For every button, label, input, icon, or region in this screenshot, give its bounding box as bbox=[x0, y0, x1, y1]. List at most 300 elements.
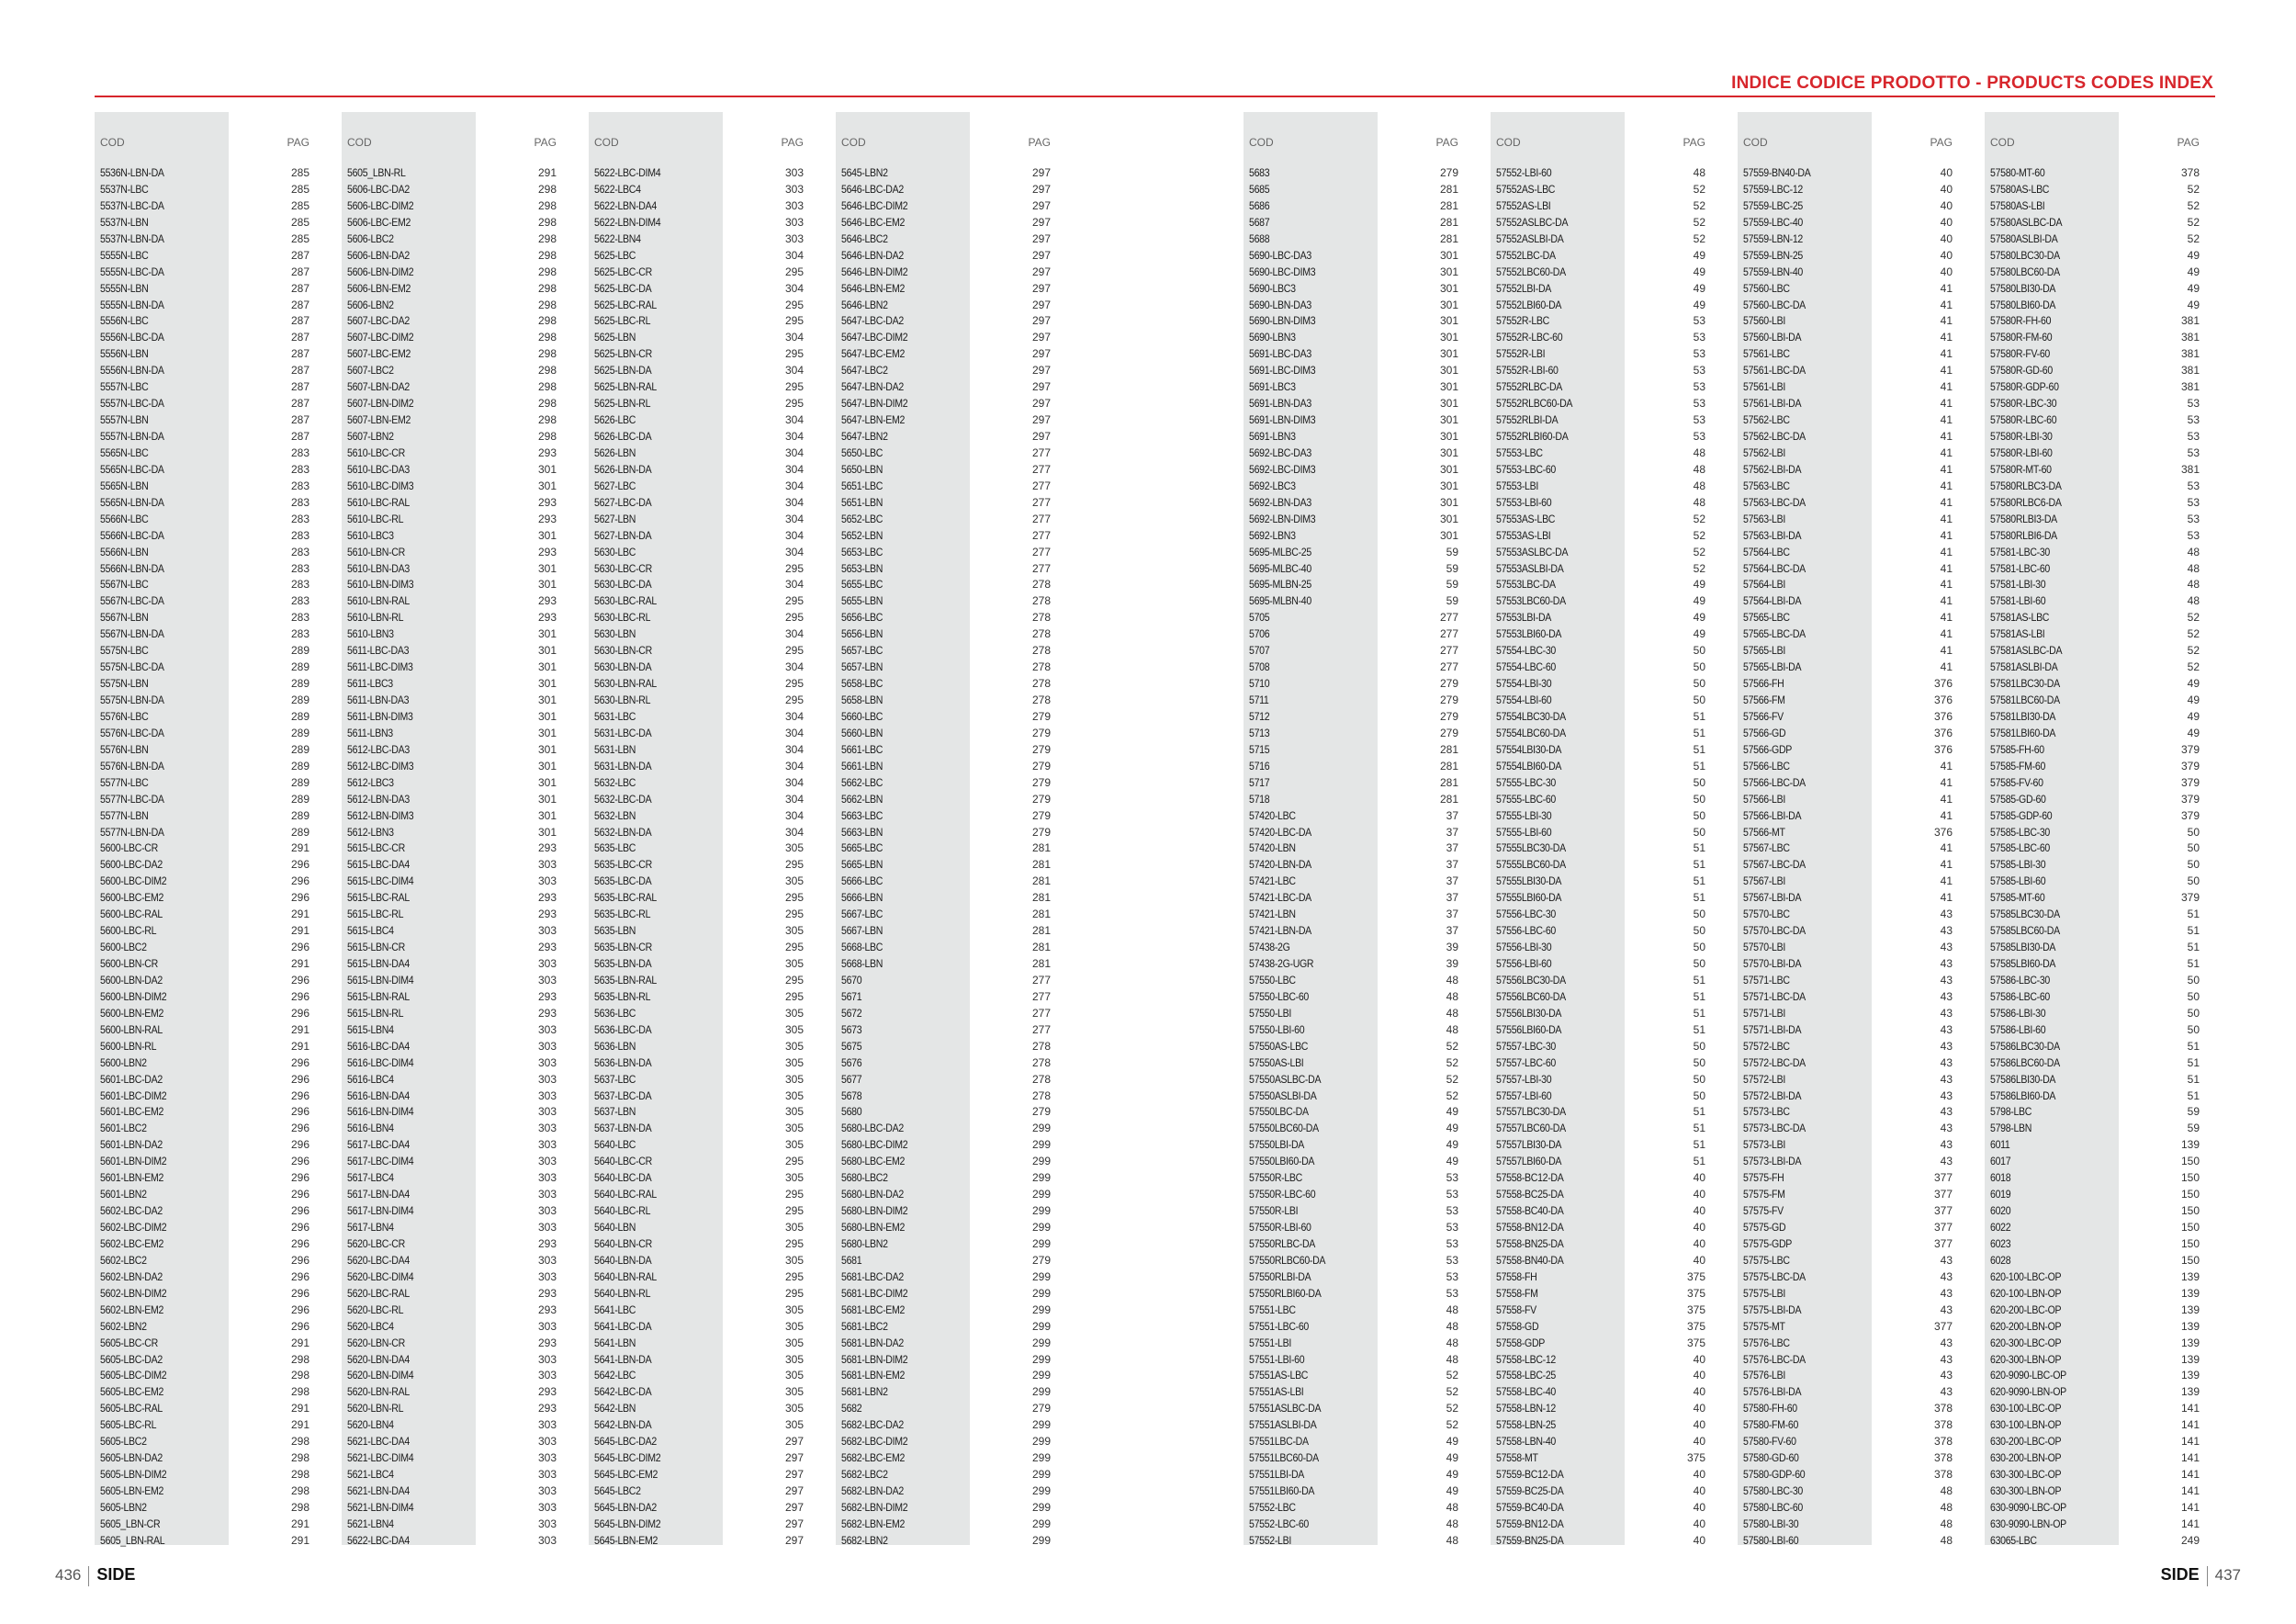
page-ref: 299 bbox=[1031, 1517, 1051, 1530]
page-ref: 52 bbox=[1693, 215, 1705, 229]
index-row bbox=[95, 182, 313, 198]
product-code: 5647-LBC2 bbox=[841, 364, 888, 378]
product-code: 5641-LBC-DA bbox=[594, 1319, 652, 1333]
index-row bbox=[589, 1137, 807, 1154]
product-code: 57557-LBI-30 bbox=[1496, 1072, 1552, 1086]
product-code: 5556N-LBN bbox=[100, 347, 149, 361]
product-code: 5555N-LBN-DA bbox=[100, 298, 164, 311]
product-code: 5651-LBC bbox=[841, 479, 884, 492]
page-ref: 301 bbox=[1439, 364, 1458, 378]
index-row bbox=[589, 840, 807, 857]
index-row bbox=[589, 577, 807, 593]
page-ref: 39 bbox=[1446, 957, 1458, 970]
product-code: 5712 bbox=[1249, 709, 1270, 723]
pag-header: PAG bbox=[287, 136, 310, 149]
product-code: 5556N-LBC-DA bbox=[100, 331, 164, 344]
product-code: 57556LBI60-DA bbox=[1496, 1022, 1562, 1036]
column-header bbox=[342, 123, 560, 160]
index-row bbox=[1738, 577, 1956, 593]
index-row bbox=[836, 1187, 1054, 1203]
index-row bbox=[836, 429, 1054, 445]
product-code: 5630-LBC-RAL bbox=[594, 594, 657, 608]
product-code: 57551LBC-DA bbox=[1249, 1435, 1309, 1449]
index-row bbox=[1244, 940, 1462, 956]
page-ref: 301 bbox=[537, 808, 557, 822]
product-code: 57557LBI60-DA bbox=[1496, 1155, 1562, 1168]
page-ref: 49 bbox=[2187, 677, 2200, 691]
index-row bbox=[342, 198, 560, 215]
page-ref: 40 bbox=[1693, 1484, 1705, 1497]
page-ref: 303 bbox=[537, 1171, 557, 1185]
product-code: 57581AS-LBC bbox=[1990, 611, 2050, 625]
page-ref: 296 bbox=[290, 1204, 310, 1218]
page-ref: 296 bbox=[290, 1155, 310, 1168]
page-ref: 305 bbox=[784, 1171, 804, 1185]
page-ref: 289 bbox=[290, 709, 310, 723]
product-code: 5600-LBN2 bbox=[100, 1055, 147, 1069]
page-ref: 279 bbox=[1031, 1105, 1051, 1119]
index-row bbox=[95, 1303, 313, 1319]
page-ref: 48 bbox=[2187, 594, 2200, 608]
index-row bbox=[1491, 1072, 1709, 1088]
page-ref: 376 bbox=[1933, 742, 1953, 756]
product-code: 5663-LBC bbox=[841, 808, 884, 822]
index-row bbox=[1985, 561, 2203, 578]
page-ref: 141 bbox=[2180, 1468, 2200, 1482]
product-code: 57552LBC60-DA bbox=[1496, 265, 1566, 278]
index-row bbox=[836, 1203, 1054, 1220]
product-code: 5565N-LBN bbox=[100, 479, 149, 492]
index-row bbox=[836, 857, 1054, 874]
page-ref: 279 bbox=[1031, 726, 1051, 739]
page-ref: 296 bbox=[290, 1303, 310, 1316]
product-code: 5645-LBC-EM2 bbox=[594, 1468, 658, 1482]
page-ref: 278 bbox=[1031, 611, 1051, 625]
index-row bbox=[836, 759, 1054, 775]
page-ref: 43 bbox=[1940, 957, 1953, 970]
index-row bbox=[836, 445, 1054, 462]
index-row bbox=[95, 1104, 313, 1121]
index-row bbox=[95, 1467, 313, 1483]
index-row bbox=[342, 973, 560, 989]
index-row bbox=[589, 759, 807, 775]
index-row bbox=[589, 1500, 807, 1517]
index-row bbox=[342, 445, 560, 462]
page-ref: 51 bbox=[1693, 1122, 1705, 1135]
page-ref: 287 bbox=[290, 331, 310, 344]
page-ref: 41 bbox=[1940, 397, 1953, 411]
page-ref: 299 bbox=[1031, 1122, 1051, 1135]
index-row bbox=[836, 742, 1054, 759]
index-row bbox=[1738, 808, 1956, 825]
product-code: 5601-LBC-EM2 bbox=[100, 1105, 164, 1119]
page-ref: 281 bbox=[1031, 908, 1051, 921]
page-ref: 297 bbox=[1031, 166, 1051, 179]
page-ref: 150 bbox=[2180, 1171, 2200, 1185]
index-row bbox=[95, 1401, 313, 1417]
product-code: 57575-LBC-DA bbox=[1743, 1269, 1806, 1283]
page-ref: 298 bbox=[537, 298, 557, 311]
index-row bbox=[589, 412, 807, 429]
index-row bbox=[1738, 231, 1956, 248]
page-ref: 41 bbox=[1940, 578, 1953, 592]
page-ref: 139 bbox=[2180, 1286, 2200, 1300]
product-code: 63065-LBC bbox=[1990, 1533, 2037, 1547]
index-row bbox=[1985, 346, 2203, 363]
index-row bbox=[1244, 1022, 1462, 1039]
product-code: 5657-LBN bbox=[841, 660, 884, 674]
index-row bbox=[589, 182, 807, 198]
index-column-8 bbox=[1985, 112, 2203, 1545]
page-ref: 291 bbox=[290, 1418, 310, 1432]
page-ref: 283 bbox=[290, 495, 310, 509]
page-ref: 279 bbox=[1031, 709, 1051, 723]
page-ref: 297 bbox=[1031, 281, 1051, 295]
page-ref: 297 bbox=[1031, 364, 1051, 378]
page-ref: 40 bbox=[1693, 1500, 1705, 1514]
page-ref: 298 bbox=[537, 331, 557, 344]
index-row bbox=[1985, 1533, 2203, 1550]
page-ref: 150 bbox=[2180, 1236, 2200, 1250]
product-code: 6028 bbox=[1990, 1253, 2011, 1267]
product-code: 57554LBC60-DA bbox=[1496, 726, 1566, 739]
product-code: 5647-LBC-EM2 bbox=[841, 347, 906, 361]
page-ref: 301 bbox=[1439, 445, 1458, 459]
page-ref: 53 bbox=[2187, 397, 2200, 411]
product-code: 5610-LBN-RAL bbox=[347, 594, 410, 608]
index-row bbox=[342, 1154, 560, 1170]
index-row bbox=[589, 1517, 807, 1533]
page-ref: 293 bbox=[537, 594, 557, 608]
product-code: 57580-LBI-60 bbox=[1743, 1533, 1799, 1547]
index-row bbox=[95, 198, 313, 215]
index-row bbox=[1738, 1269, 1956, 1286]
product-code: 5602-LBN2 bbox=[100, 1319, 147, 1333]
index-row bbox=[1244, 726, 1462, 742]
index-row bbox=[342, 825, 560, 841]
product-code: 5626-LBC bbox=[594, 413, 636, 427]
page-ref: 48 bbox=[1693, 445, 1705, 459]
product-code: 5600-LBC-CR bbox=[100, 841, 158, 855]
product-code: 57580-GD-60 bbox=[1743, 1451, 1799, 1465]
product-code: 57562-LBC-DA bbox=[1743, 430, 1806, 443]
product-code: 5611-LBN3 bbox=[347, 726, 393, 739]
page-ref: 296 bbox=[290, 973, 310, 987]
product-code: 5606-LBC-EM2 bbox=[347, 215, 411, 229]
page-ref: 297 bbox=[784, 1500, 804, 1514]
index-row bbox=[1985, 626, 2203, 643]
product-code: 57551-LBC bbox=[1249, 1303, 1296, 1316]
page-ref: 281 bbox=[1439, 759, 1458, 773]
page-ref: 305 bbox=[784, 1105, 804, 1119]
index-row bbox=[342, 298, 560, 314]
page-ref: 299 bbox=[1031, 1385, 1051, 1399]
page-ref: 40 bbox=[1940, 198, 1953, 212]
footer-right bbox=[2161, 1565, 2241, 1586]
index-row bbox=[342, 248, 560, 265]
product-code: 57572-LBI-DA bbox=[1743, 1088, 1802, 1102]
product-code: 57556-LBI-60 bbox=[1496, 957, 1552, 970]
index-row bbox=[1738, 528, 1956, 545]
product-code: 5631-LBN-DA bbox=[594, 759, 652, 773]
index-row bbox=[1244, 528, 1462, 545]
index-row bbox=[1738, 1483, 1956, 1500]
page-ref: 49 bbox=[1446, 1484, 1458, 1497]
page-ref: 49 bbox=[2187, 709, 2200, 723]
product-code: 5615-LBN-DA4 bbox=[347, 957, 410, 970]
page-ref: 296 bbox=[290, 1072, 310, 1086]
index-row bbox=[1738, 1006, 1956, 1022]
page-ref: 291 bbox=[290, 1022, 310, 1036]
page-ref: 291 bbox=[290, 841, 310, 855]
product-code: 5692-LBC-DA3 bbox=[1249, 445, 1311, 459]
index-row bbox=[836, 1384, 1054, 1401]
index-row bbox=[836, 1401, 1054, 1417]
page-ref: 298 bbox=[537, 430, 557, 443]
page-ref: 304 bbox=[784, 479, 804, 492]
page-ref: 305 bbox=[784, 1418, 804, 1432]
page-ref: 53 bbox=[1446, 1253, 1458, 1267]
product-code: 5670 bbox=[841, 973, 862, 987]
product-code: 5600-LBC-EM2 bbox=[100, 891, 164, 905]
page-ref: 50 bbox=[1693, 957, 1705, 970]
page-ref: 279 bbox=[1439, 166, 1458, 179]
page-ref: 50 bbox=[1693, 677, 1705, 691]
page-ref: 295 bbox=[784, 1236, 804, 1250]
cod-header: COD bbox=[1249, 136, 1274, 149]
index-row bbox=[836, 1286, 1054, 1303]
page-ref: 301 bbox=[537, 742, 557, 756]
page-ref: 305 bbox=[784, 1319, 804, 1333]
product-code: 57420-LBC-DA bbox=[1249, 825, 1311, 839]
product-code: 57566-FM bbox=[1743, 694, 1785, 706]
page-ref: 40 bbox=[1693, 1253, 1705, 1267]
index-row bbox=[342, 528, 560, 545]
page-ref: 303 bbox=[537, 1269, 557, 1283]
product-code: 57558-GD bbox=[1496, 1319, 1539, 1333]
page-ref: 43 bbox=[1940, 1105, 1953, 1119]
index-row bbox=[589, 363, 807, 379]
page-ref: 283 bbox=[290, 479, 310, 492]
index-row bbox=[1985, 1286, 2203, 1303]
page-ref: 52 bbox=[1693, 528, 1705, 542]
index-row bbox=[836, 462, 1054, 479]
page-ref: 298 bbox=[537, 397, 557, 411]
product-code: 57585-LBI-60 bbox=[1990, 874, 2046, 888]
index-row bbox=[95, 989, 313, 1006]
index-row bbox=[1244, 1170, 1462, 1187]
page-ref: 301 bbox=[537, 578, 557, 592]
product-code: 5686 bbox=[1249, 198, 1270, 212]
index-row bbox=[1985, 792, 2203, 808]
page-ref: 295 bbox=[784, 989, 804, 1003]
index-row bbox=[1985, 198, 2203, 215]
index-row bbox=[1738, 610, 1956, 626]
product-code: 5626-LBN-DA bbox=[594, 462, 652, 476]
product-code: 5605-LBC-DA2 bbox=[100, 1352, 163, 1366]
index-row bbox=[589, 215, 807, 231]
index-row bbox=[1244, 643, 1462, 660]
product-code: 5576N-LBN-DA bbox=[100, 759, 164, 773]
index-row bbox=[1244, 1401, 1462, 1417]
page-ref: 283 bbox=[290, 627, 310, 641]
page-ref: 295 bbox=[784, 561, 804, 575]
product-code: 5602-LBN-DIM2 bbox=[100, 1286, 167, 1300]
product-code: 57564-LBI-DA bbox=[1743, 594, 1802, 608]
product-code: 5635-LBN-DA bbox=[594, 957, 652, 970]
product-code: 5601-LBN-DIM2 bbox=[100, 1155, 167, 1168]
product-code: 5620-LBN-RAL bbox=[347, 1385, 410, 1399]
product-code: 57556-LBI-30 bbox=[1496, 941, 1552, 954]
page-ref: 50 bbox=[1693, 924, 1705, 938]
index-row bbox=[589, 545, 807, 561]
product-code: 57420-LBN bbox=[1249, 841, 1296, 855]
product-code: 5621-LBN4 bbox=[347, 1517, 394, 1530]
index-row bbox=[95, 396, 313, 412]
code-list bbox=[1244, 165, 1462, 1550]
product-code: 57555-LBI-60 bbox=[1496, 825, 1552, 839]
page-ref: 303 bbox=[537, 1319, 557, 1333]
page-ref: 283 bbox=[290, 512, 310, 525]
index-row bbox=[1491, 412, 1709, 429]
index-row bbox=[589, 1220, 807, 1236]
page-ref: 281 bbox=[1439, 792, 1458, 806]
index-row bbox=[1244, 363, 1462, 379]
index-row bbox=[1738, 1434, 1956, 1450]
page-ref: 375 bbox=[1686, 1451, 1705, 1465]
page-ref: 41 bbox=[1940, 495, 1953, 509]
index-row bbox=[836, 1319, 1054, 1336]
product-code: 57552ASLBC-DA bbox=[1496, 215, 1569, 229]
product-code: 57580-MT-60 bbox=[1990, 166, 2045, 179]
product-code: 57580ASLBI-DA bbox=[1990, 231, 2058, 245]
index-row bbox=[589, 676, 807, 693]
index-row bbox=[342, 577, 560, 593]
product-code: 5646-LBC-EM2 bbox=[841, 215, 906, 229]
index-row bbox=[836, 1434, 1054, 1450]
product-code: 5673 bbox=[841, 1022, 862, 1036]
page-ref: 295 bbox=[784, 908, 804, 921]
index-row bbox=[95, 265, 313, 281]
page-ref: 43 bbox=[1940, 1253, 1953, 1267]
index-row bbox=[342, 726, 560, 742]
page-ref: 277 bbox=[1031, 545, 1051, 558]
page-ref: 51 bbox=[1693, 891, 1705, 905]
product-code: 5601-LBC-DA2 bbox=[100, 1072, 163, 1086]
product-code: 5611-LBC-DIM3 bbox=[347, 660, 413, 674]
product-code: 5647-LBN-DA2 bbox=[841, 380, 904, 394]
product-code: 5647-LBC-DA2 bbox=[841, 314, 904, 328]
index-row bbox=[1985, 1319, 2203, 1336]
index-row bbox=[836, 528, 1054, 545]
index-row bbox=[1738, 1088, 1956, 1105]
product-code: 5658-LBN bbox=[841, 694, 884, 706]
page-ref: 51 bbox=[1693, 709, 1705, 723]
index-row bbox=[1244, 265, 1462, 281]
index-row bbox=[1985, 363, 2203, 379]
product-code: 5600-LBC-RL bbox=[100, 924, 157, 938]
product-code: 5600-LBC-DA2 bbox=[100, 858, 163, 872]
product-code: 5616-LBN-DA4 bbox=[347, 1088, 410, 1102]
page-ref: 281 bbox=[1031, 924, 1051, 938]
product-code: 5666-LBC bbox=[841, 874, 884, 888]
index-row bbox=[836, 396, 1054, 412]
page-ref: 381 bbox=[2180, 347, 2200, 361]
index-row bbox=[1244, 1384, 1462, 1401]
cod-header: COD bbox=[100, 136, 125, 149]
product-code: 5640-LBC-RL bbox=[594, 1204, 651, 1218]
index-row bbox=[1491, 1434, 1709, 1450]
index-row bbox=[589, 1467, 807, 1483]
product-code: 57559-BN25-DA bbox=[1496, 1533, 1564, 1547]
page-ref: 296 bbox=[290, 1286, 310, 1300]
pag-header: PAG bbox=[781, 136, 804, 149]
page-ref: 49 bbox=[1446, 1138, 1458, 1152]
page-ref: 285 bbox=[290, 166, 310, 179]
page-ref: 49 bbox=[2187, 248, 2200, 262]
product-code: 57559-BC12-DA bbox=[1496, 1468, 1564, 1482]
index-row bbox=[1985, 495, 2203, 512]
index-row bbox=[1985, 1154, 2203, 1170]
index-row bbox=[1738, 1220, 1956, 1236]
product-code: 5576N-LBC bbox=[100, 709, 149, 723]
page-ref: 378 bbox=[1933, 1402, 1953, 1415]
product-code: 5691-LBC3 bbox=[1249, 380, 1296, 394]
index-row bbox=[1491, 1483, 1709, 1500]
index-row bbox=[589, 462, 807, 479]
product-code: 57558-BC25-DA bbox=[1496, 1188, 1564, 1201]
index-row bbox=[95, 1039, 313, 1055]
index-row bbox=[95, 313, 313, 330]
product-code: 5688 bbox=[1249, 231, 1270, 245]
index-row bbox=[95, 907, 313, 923]
product-code: 5667-LBN bbox=[841, 924, 884, 938]
product-code: 5683 bbox=[1249, 166, 1270, 179]
page-ref: 377 bbox=[1933, 1171, 1953, 1185]
page-ref: 49 bbox=[2187, 694, 2200, 706]
page-ref: 376 bbox=[1933, 677, 1953, 691]
product-code: 5718 bbox=[1249, 792, 1270, 806]
index-row bbox=[1985, 825, 2203, 841]
index-row bbox=[1985, 890, 2203, 907]
page-ref: 41 bbox=[1940, 561, 1953, 575]
index-row bbox=[95, 1450, 313, 1467]
index-row bbox=[1491, 1450, 1709, 1467]
page-ref: 375 bbox=[1686, 1336, 1705, 1349]
index-row bbox=[1244, 1236, 1462, 1253]
product-code: 57420-LBN-DA bbox=[1249, 858, 1311, 872]
index-row bbox=[1491, 330, 1709, 346]
product-code: 57566-LBI-DA bbox=[1743, 808, 1802, 822]
page-ref: 49 bbox=[1693, 594, 1705, 608]
page-ref: 303 bbox=[537, 858, 557, 872]
product-code: 57581LBI30-DA bbox=[1990, 709, 2056, 723]
page-ref: 43 bbox=[1940, 1385, 1953, 1399]
index-row bbox=[1244, 923, 1462, 940]
page-ref: 303 bbox=[537, 924, 557, 938]
product-code: 5642-LBC bbox=[594, 1369, 636, 1382]
page-ref: 303 bbox=[537, 1221, 557, 1234]
product-code: 5555N-LBC bbox=[100, 248, 149, 262]
index-row bbox=[95, 346, 313, 363]
index-row bbox=[1738, 857, 1956, 874]
product-code: 5691-LBN-DA3 bbox=[1249, 397, 1311, 411]
index-row bbox=[1244, 626, 1462, 643]
index-row bbox=[342, 281, 560, 298]
page-ref: 305 bbox=[784, 1039, 804, 1053]
index-row bbox=[1985, 298, 2203, 314]
index-row bbox=[836, 1220, 1054, 1236]
